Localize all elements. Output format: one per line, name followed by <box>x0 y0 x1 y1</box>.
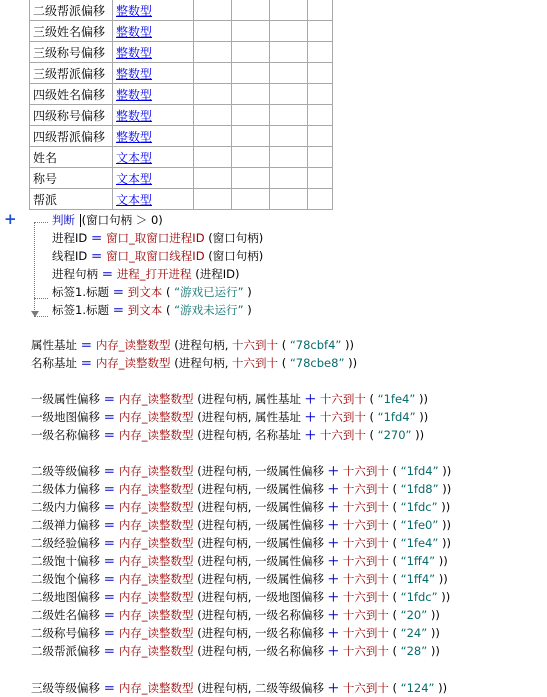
variable-attr-cell[interactable] <box>194 105 232 126</box>
function-args: (进程句柄, 一级属性偏移 <box>197 536 325 550</box>
variable-type-cell[interactable] <box>113 105 194 126</box>
function-name: 内存_读整数型 <box>118 644 194 658</box>
assign-operator: ＝ <box>90 231 103 245</box>
arg-close: )) <box>441 500 451 514</box>
assign-operator: ＝ <box>103 626 116 640</box>
if-condition: (窗口句柄 ＞ 0) <box>81 213 163 227</box>
function-name: 内存_读整数型 <box>118 608 194 622</box>
string-literal: “24” <box>400 626 428 640</box>
variable-row[interactable] <box>30 21 333 42</box>
variable-attr-cell[interactable] <box>308 21 333 42</box>
plus-operator: ＋ <box>304 392 317 406</box>
function-name: 内存_读整数型 <box>118 392 194 406</box>
string-literal: “游戏已运行” <box>174 285 244 299</box>
variable-attr-cell[interactable] <box>194 0 232 21</box>
variable-table-body <box>30 0 333 210</box>
function-name: 十六到十 <box>342 518 389 532</box>
variable-row[interactable] <box>30 84 333 105</box>
breakpoint-marker[interactable]: + <box>4 210 17 228</box>
variable-name-cell[interactable]: 三级帮派偏移 <box>30 63 113 84</box>
function-name: 十六到十 <box>232 356 279 370</box>
variable-row[interactable] <box>30 189 333 210</box>
arg-open: ( <box>392 644 397 658</box>
variable-type-link[interactable]: 整数型 <box>116 45 153 60</box>
variable-attr-cell[interactable] <box>270 0 308 21</box>
function-name: 十六到十 <box>342 626 389 640</box>
code-line[interactable] <box>31 624 440 642</box>
code-line[interactable] <box>31 606 440 624</box>
variable-type-cell[interactable] <box>113 84 194 105</box>
string-literal: “20” <box>400 608 428 622</box>
assign-operator: ＝ <box>103 500 116 514</box>
function-args: (进程句柄, 一级属性偏移 <box>197 554 325 568</box>
variable-attr-cell[interactable] <box>194 42 232 63</box>
variable-name-cell[interactable]: 二级帮派偏移 <box>30 0 113 21</box>
assign-target: 一级地图偏移 <box>31 410 100 424</box>
variable-type-cell[interactable] <box>113 42 194 63</box>
variable-attr-cell[interactable] <box>308 126 333 147</box>
function-args: (进程句柄, <box>174 356 229 370</box>
function-name: 内存_读整数型 <box>118 518 194 532</box>
assign-target: 进程ID <box>52 231 88 245</box>
string-literal: “1fdc” <box>400 500 438 514</box>
function-args: (进程句柄, 属性基址 <box>197 392 302 406</box>
variable-attr-cell[interactable] <box>308 0 333 21</box>
arg-close: )) <box>415 428 425 442</box>
code-line[interactable] <box>31 390 428 408</box>
function-name: 内存_读整数型 <box>118 410 194 424</box>
function-name: 到文本 <box>127 285 163 299</box>
variable-attr-cell[interactable] <box>308 147 333 168</box>
variable-row[interactable] <box>30 105 333 126</box>
assign-operator: ＝ <box>103 464 116 478</box>
arg-open: ( <box>392 590 397 604</box>
variable-attr-cell[interactable] <box>232 105 270 126</box>
assign-target: 二级称号偏移 <box>31 626 100 640</box>
fold-arrow-icon[interactable] <box>31 311 39 317</box>
assign-operator: ＝ <box>103 392 116 406</box>
arg-close: )) <box>419 410 429 424</box>
variable-name-cell[interactable]: 四级帮派偏移 <box>30 126 113 147</box>
function-name: 内存_读整数型 <box>95 338 171 352</box>
variable-name-cell[interactable]: 帮派 <box>30 189 113 210</box>
code-line[interactable] <box>52 229 263 247</box>
code-line[interactable] <box>31 408 428 426</box>
variable-name-cell[interactable]: 四级姓名偏移 <box>30 84 113 105</box>
assign-target: 二级帮派偏移 <box>31 644 100 658</box>
assign-target: 二级体力偏移 <box>31 482 100 496</box>
assign-operator: ＝ <box>103 590 116 604</box>
assign-target: 属性基址 <box>31 338 77 352</box>
variable-attr-cell[interactable] <box>308 84 333 105</box>
assign-operator: ＝ <box>103 536 116 550</box>
variable-attr-cell[interactable] <box>232 0 270 21</box>
variable-row[interactable] <box>30 147 333 168</box>
arg-open: ( <box>392 536 397 550</box>
function-name: 十六到十 <box>342 554 389 568</box>
arg-close: ) <box>247 285 252 299</box>
function-name: 内存_读整数型 <box>118 536 194 550</box>
variable-type-link[interactable]: 整数型 <box>116 129 153 144</box>
fold-guide <box>34 222 35 316</box>
arg-close: )) <box>438 572 448 586</box>
function-args: (进程句柄, 属性基址 <box>197 410 302 424</box>
variable-name-cell[interactable]: 三级姓名偏移 <box>30 21 113 42</box>
function-args: (进程ID) <box>195 267 240 281</box>
variable-type-link[interactable]: 整数型 <box>116 87 153 102</box>
assign-target: 二级禅力偏移 <box>31 518 100 532</box>
function-args: (进程句柄, <box>174 338 229 352</box>
string-literal: “78cbe8” <box>289 356 345 370</box>
plus-operator: ＋ <box>327 681 340 695</box>
assign-target: 二级姓名偏移 <box>31 608 100 622</box>
variable-attr-cell[interactable] <box>232 42 270 63</box>
variable-attr-cell[interactable] <box>270 63 308 84</box>
variable-attr-cell[interactable] <box>194 21 232 42</box>
assign-target: 二级等级偏移 <box>31 464 100 478</box>
code-line[interactable] <box>31 480 451 498</box>
variable-attr-cell[interactable] <box>308 105 333 126</box>
function-name: 内存_读整数型 <box>118 590 194 604</box>
function-args: (进程句柄, 一级名称偏移 <box>197 608 325 622</box>
variable-attr-cell[interactable] <box>194 126 232 147</box>
function-name: 内存_读整数型 <box>118 482 194 496</box>
code-line[interactable] <box>52 247 263 265</box>
variable-table <box>29 0 333 210</box>
assign-operator: ＝ <box>101 267 114 281</box>
function-name: 十六到十 <box>342 500 389 514</box>
variable-attr-cell[interactable] <box>270 105 308 126</box>
arg-open: ( <box>165 285 171 299</box>
code-line[interactable] <box>52 283 252 301</box>
arg-close: )) <box>442 464 452 478</box>
variable-type-cell[interactable] <box>113 189 194 210</box>
variable-type-cell[interactable] <box>113 0 194 21</box>
variable-row[interactable] <box>30 42 333 63</box>
arg-close: )) <box>438 554 448 568</box>
function-name: 窗口_取窗口线程ID <box>106 249 205 263</box>
variable-attr-cell[interactable] <box>194 189 232 210</box>
assign-operator: ＝ <box>112 285 125 299</box>
function-name: 十六到十 <box>342 572 389 586</box>
string-literal: “1ff4” <box>400 572 436 586</box>
function-args: (进程句柄, 一级名称偏移 <box>197 644 325 658</box>
assign-target: 标签1.标题 <box>52 303 109 317</box>
variable-attr-cell[interactable] <box>270 168 308 189</box>
assign-operator: ＝ <box>80 338 93 352</box>
string-literal: “1fd8” <box>400 482 439 496</box>
code-line[interactable] <box>52 301 252 319</box>
assign-operator: ＝ <box>80 356 93 370</box>
assign-operator: ＝ <box>103 518 116 532</box>
variable-type-cell[interactable] <box>113 126 194 147</box>
variable-attr-cell[interactable] <box>308 42 333 63</box>
assign-target: 二级饱十偏移 <box>31 554 100 568</box>
string-literal: “1fe4” <box>400 536 439 550</box>
code-line[interactable] <box>31 588 450 606</box>
plus-operator: ＋ <box>304 428 317 442</box>
variable-attr-cell[interactable] <box>270 21 308 42</box>
plus-operator: ＋ <box>327 482 340 496</box>
arg-open: ( <box>392 482 397 496</box>
variable-type-link[interactable]: 整数型 <box>116 108 153 123</box>
assign-target: 一级名称偏移 <box>31 428 100 442</box>
arg-open: ( <box>369 410 374 424</box>
string-literal: “78cbf4” <box>289 338 342 352</box>
code-line[interactable] <box>31 336 354 354</box>
arg-close: )) <box>430 644 440 658</box>
code-line[interactable] <box>31 570 448 588</box>
function-args: (进程句柄, 一级属性偏移 <box>197 482 325 496</box>
plus-operator: ＋ <box>327 500 340 514</box>
variable-name-cell[interactable]: 姓名 <box>30 147 113 168</box>
function-args: (进程句柄, 一级地图偏移 <box>197 590 325 604</box>
function-name: 十六到十 <box>342 464 389 478</box>
arg-close: )) <box>430 626 440 640</box>
function-name: 内存_读整数型 <box>118 554 194 568</box>
assign-operator: ＝ <box>112 303 125 317</box>
variable-type-link[interactable]: 文本型 <box>116 171 153 186</box>
arg-close: ) <box>247 303 252 317</box>
code-line[interactable] <box>31 516 451 534</box>
text-cursor <box>80 214 81 227</box>
assign-target: 线程ID <box>52 249 88 263</box>
assign-operator: ＝ <box>103 681 116 695</box>
function-args: (进程句柄, 一级名称偏移 <box>197 626 325 640</box>
string-literal: “1fd4” <box>377 410 416 424</box>
if-statement-line[interactable] <box>52 211 163 229</box>
function-args: (进程句柄, 一级属性偏移 <box>197 464 325 478</box>
plus-operator: ＋ <box>327 464 340 478</box>
string-literal: “28” <box>400 644 428 658</box>
arg-open: ( <box>392 500 397 514</box>
variable-attr-cell[interactable] <box>194 168 232 189</box>
string-literal: “124” <box>400 681 435 695</box>
variable-type-cell[interactable] <box>113 168 194 189</box>
string-literal: “1fdc” <box>400 590 438 604</box>
variable-name-cell[interactable]: 四级称号偏移 <box>30 105 113 126</box>
arg-close: )) <box>441 518 451 532</box>
arg-close: )) <box>442 482 452 496</box>
plus-operator: ＋ <box>327 518 340 532</box>
function-args: (进程句柄, 一级属性偏移 <box>197 518 325 532</box>
variable-attr-cell[interactable] <box>308 189 333 210</box>
function-name: 十六到十 <box>319 410 366 424</box>
string-literal: “1fe4” <box>377 392 416 406</box>
arg-close: )) <box>348 356 358 370</box>
arg-close: )) <box>345 338 355 352</box>
assign-operator: ＝ <box>103 608 116 622</box>
string-literal: “1ff4” <box>400 554 436 568</box>
variable-attr-cell[interactable] <box>270 42 308 63</box>
code-line[interactable] <box>31 642 440 660</box>
assign-operator: ＝ <box>90 249 103 263</box>
function-name: 内存_读整数型 <box>118 428 194 442</box>
variable-row[interactable] <box>30 63 333 84</box>
variable-attr-cell[interactable] <box>194 63 232 84</box>
function-name: 内存_读整数型 <box>118 681 194 695</box>
assign-operator: ＝ <box>103 572 116 586</box>
code-line[interactable] <box>31 426 424 444</box>
function-name: 内存_读整数型 <box>118 572 194 586</box>
code-line[interactable] <box>31 462 451 480</box>
arg-open: ( <box>392 554 397 568</box>
variable-attr-cell[interactable] <box>308 168 333 189</box>
code-line[interactable] <box>31 498 450 516</box>
assign-target: 二级饱个偏移 <box>31 572 100 586</box>
variable-attr-cell[interactable] <box>232 147 270 168</box>
arg-open: ( <box>392 572 397 586</box>
plus-operator: ＋ <box>327 536 340 550</box>
arg-close: )) <box>441 590 451 604</box>
variable-attr-cell[interactable] <box>232 168 270 189</box>
plus-operator: ＋ <box>327 590 340 604</box>
function-name: 十六到十 <box>342 482 389 496</box>
arg-close: )) <box>441 536 451 550</box>
variable-attr-cell[interactable] <box>232 63 270 84</box>
variable-name-cell[interactable]: 称号 <box>30 168 113 189</box>
variable-type-link[interactable]: 文本型 <box>116 150 153 165</box>
function-name: 到文本 <box>127 303 163 317</box>
variable-attr-cell[interactable] <box>270 147 308 168</box>
function-name: 十六到十 <box>342 536 389 550</box>
arg-open: ( <box>281 356 287 370</box>
function-args: (进程句柄, 一级属性偏移 <box>197 500 325 514</box>
function-args: (窗口句柄) <box>208 249 264 263</box>
function-name: 十六到十 <box>319 428 366 442</box>
assign-target: 三级等级偏移 <box>31 681 100 695</box>
variable-attr-cell[interactable] <box>308 63 333 84</box>
variable-row[interactable] <box>30 168 333 189</box>
arg-open: ( <box>392 608 397 622</box>
function-name: 内存_读整数型 <box>118 464 194 478</box>
function-args: (窗口句柄) <box>208 231 264 245</box>
function-name: 十六到十 <box>232 338 279 352</box>
plus-operator: ＋ <box>327 644 340 658</box>
arg-open: ( <box>281 338 287 352</box>
variable-row[interactable] <box>30 0 333 21</box>
plus-operator: ＋ <box>327 626 340 640</box>
function-name: 内存_读整数型 <box>118 500 194 514</box>
code-line[interactable] <box>31 552 448 570</box>
variable-attr-cell[interactable] <box>270 126 308 147</box>
fold-guide-mid <box>34 298 48 299</box>
function-name: 内存_读整数型 <box>95 356 171 370</box>
variable-attr-cell[interactable] <box>232 21 270 42</box>
variable-type-link[interactable]: 整数型 <box>116 3 153 18</box>
function-args: (进程句柄, 一级属性偏移 <box>197 572 325 586</box>
variable-attr-cell[interactable] <box>194 84 232 105</box>
arg-close: )) <box>438 681 448 695</box>
assign-target: 二级内力偏移 <box>31 500 100 514</box>
function-name: 内存_读整数型 <box>118 626 194 640</box>
code-line[interactable] <box>31 354 357 372</box>
function-name: 十六到十 <box>342 590 389 604</box>
arg-open: ( <box>165 303 171 317</box>
variable-type-link[interactable]: 文本型 <box>116 192 153 207</box>
assign-target: 名称基址 <box>31 356 77 370</box>
variable-type-cell[interactable] <box>113 63 194 84</box>
assign-target: 一级属性偏移 <box>31 392 100 406</box>
function-name: 十六到十 <box>342 644 389 658</box>
plus-operator: ＋ <box>327 554 340 568</box>
arg-open: ( <box>392 681 397 695</box>
assign-target: 进程句柄 <box>52 267 98 281</box>
variable-type-cell[interactable] <box>113 147 194 168</box>
code-line[interactable] <box>52 265 239 283</box>
assign-operator: ＝ <box>103 428 116 442</box>
variable-type-cell[interactable] <box>113 21 194 42</box>
arg-open: ( <box>392 626 397 640</box>
if-keyword: 判断 <box>52 213 75 227</box>
plus-operator: ＋ <box>327 572 340 586</box>
variable-type-link[interactable]: 整数型 <box>116 66 153 81</box>
function-name: 进程_打开进程 <box>116 267 192 281</box>
string-literal: “游戏未运行” <box>174 303 244 317</box>
variable-attr-cell[interactable] <box>232 189 270 210</box>
function-name: 十六到十 <box>319 392 366 406</box>
string-literal: “1fe0” <box>400 518 439 532</box>
assign-operator: ＝ <box>103 554 116 568</box>
assign-target: 二级经验偏移 <box>31 536 100 550</box>
assign-operator: ＝ <box>103 410 116 424</box>
arg-open: ( <box>392 464 397 478</box>
plus-operator: ＋ <box>304 410 317 424</box>
variable-row[interactable] <box>30 126 333 147</box>
code-line[interactable] <box>31 534 451 552</box>
arg-open: ( <box>369 392 374 406</box>
string-literal: “270” <box>377 428 412 442</box>
string-literal: “1fd4” <box>400 464 439 478</box>
variable-attr-cell[interactable] <box>270 84 308 105</box>
variable-attr-cell[interactable] <box>232 126 270 147</box>
plus-operator: ＋ <box>327 608 340 622</box>
arg-open: ( <box>369 428 374 442</box>
variable-attr-cell[interactable] <box>194 147 232 168</box>
variable-attr-cell[interactable] <box>270 189 308 210</box>
assign-target: 二级地图偏移 <box>31 590 100 604</box>
arg-open: ( <box>392 518 397 532</box>
code-line[interactable] <box>31 679 447 697</box>
variable-name-cell[interactable]: 三级称号偏移 <box>30 42 113 63</box>
assign-target: 标签1.标题 <box>52 285 109 299</box>
fold-guide-top <box>34 222 48 223</box>
assign-operator: ＝ <box>103 482 116 496</box>
arg-close: )) <box>430 608 440 622</box>
function-name: 十六到十 <box>342 681 389 695</box>
assign-operator: ＝ <box>103 644 116 658</box>
variable-type-link[interactable]: 整数型 <box>116 24 153 39</box>
function-name: 十六到十 <box>342 608 389 622</box>
variable-attr-cell[interactable] <box>232 84 270 105</box>
arg-close: )) <box>418 392 428 406</box>
function-name: 窗口_取窗口进程ID <box>106 231 205 245</box>
function-args: (进程句柄, 名称基址 <box>197 428 302 442</box>
function-args: (进程句柄, 二级等级偏移 <box>197 681 325 695</box>
